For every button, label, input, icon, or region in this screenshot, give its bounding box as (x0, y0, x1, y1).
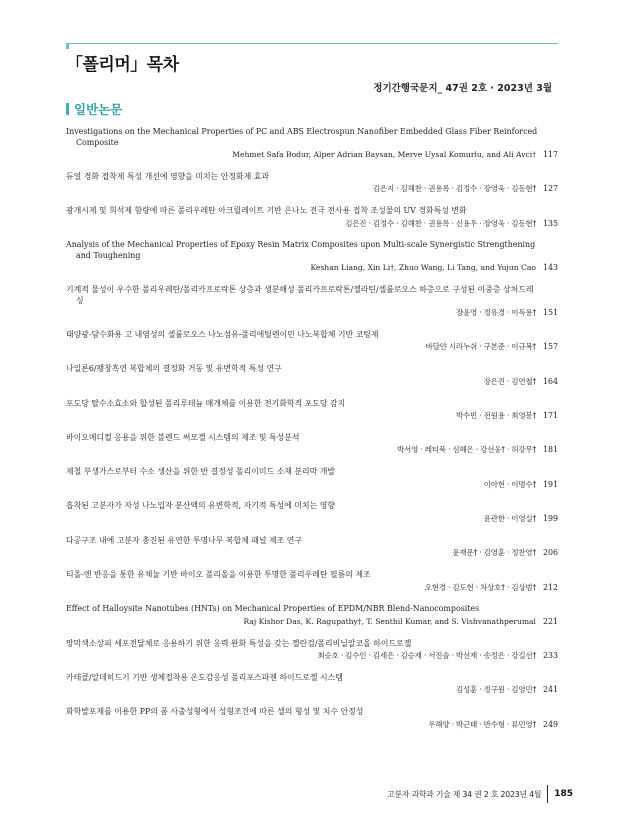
article-authors: 우해양 · 박근태 · 반수형 · 류민영† (428, 719, 536, 729)
entry-meta (66, 184, 558, 195)
article-authors: 윤재문† · 김영훈 · 정찬영† (452, 548, 536, 558)
article-title[interactable]: 흡착된 고분자가 자성 나노입자 분산액의 유변학적, 자기적 특성에 미치는 영향 (66, 501, 335, 511)
footer-divider (547, 785, 548, 803)
article-authors: 김은진 · 김정수 · 김해찬 · 권용록 · 신용우 · 장영욱 · 김동현† (345, 218, 536, 228)
article-title[interactable]: 망막색소상피 세포전달체로 응용하기 위한 응력 완화 특성을 갖는 젤란검/폴리비닐알코올 하이드로젤 (66, 638, 412, 648)
entry-meta (66, 219, 558, 230)
toc-entry[interactable] (66, 285, 558, 319)
article-page: 241 (542, 685, 558, 695)
article-authors: 박서영 · 레티푹 · 심혜은 · 강선웅† · 허강무† (397, 445, 536, 455)
article-title[interactable]: 태양광-담수화용 고 내염성의 셀룰로오스 나노섬유-폴리에틸렌이민 나노복합체 기반 코팅제 (66, 329, 379, 339)
entry-meta (66, 411, 558, 422)
article-title[interactable]: 광개시제 및 희석제 함량에 따른 폴리우레탄 아크릴레이트 기반 은나노 전극 전사용 접착 조성물의 UV 경화특성 변화 (66, 206, 467, 216)
article-page: 206 (542, 548, 558, 558)
toc-entry[interactable] (66, 570, 558, 593)
toc-entry[interactable] (66, 467, 558, 490)
entry-meta (66, 548, 558, 559)
entry-meta (66, 445, 558, 456)
entry-meta (66, 685, 558, 696)
article-title[interactable]: Effect of Halloysite Nanotubes (HNTs) on Mechanical Properties of EPDM/NBR Blend-Nanocomposites (66, 604, 480, 614)
article-authors: 김성훈 · 정구원 · 김영민† (455, 685, 536, 695)
article-authors: 장은진 · 김연철† (483, 376, 536, 386)
toc-entry[interactable] (66, 433, 558, 456)
article-page: 135 (542, 218, 558, 228)
article-title[interactable]: 화학발포제를 이용한 PP의 폼 사출성형에서 성형조건에 따른 셀의 형성 및 치수 안정성 (66, 707, 364, 717)
article-authors: 최승호 · 김수인 · 김세은 · 김승재 · 서진솔 · 박선재 · 송정은 · 강길선† (317, 651, 536, 661)
article-title[interactable]: 나일론6/팽창흑연 복합체의 결정화 거동 및 유변학적 특성 연구 (66, 364, 282, 374)
article-page: 127 (542, 184, 558, 194)
article-page: 212 (542, 582, 558, 592)
article-page: 164 (542, 376, 558, 386)
entry-meta (66, 150, 558, 161)
toc-entry[interactable] (66, 707, 558, 730)
article-title[interactable]: Analysis of the Mechanical Properties of Epoxy Resin Matrix Composites upon Multi-scale Synergistic Strengthening and Toughening (66, 240, 536, 260)
toc-entry[interactable] (66, 206, 558, 229)
toc-entry[interactable] (66, 330, 558, 353)
article-authors: Keshan Liang, Xin Li†, Zhuo Wang, Li Tang, and Yujun Cao (310, 263, 536, 273)
entry-meta (66, 583, 558, 594)
article-authors: 이아현 · 이명수† (483, 479, 536, 489)
entry-meta (66, 308, 558, 319)
entry-meta (66, 377, 558, 388)
page-title: 「폴리머」목차 (66, 55, 179, 75)
article-title[interactable]: 바이오메디컬 응용을 위한 블렌드 써모겔 시스템의 제조 및 특성분석 (66, 432, 300, 442)
entry-meta (66, 617, 558, 628)
toc-entry[interactable] (66, 501, 558, 524)
page-footer (387, 785, 573, 803)
toc-entry[interactable] (66, 604, 558, 627)
issue-info: 정기간행국문지_ 47권 2호 · 2023년 3월 (373, 83, 552, 94)
article-authors: Raj Kishor Das, K. Ragupathy†, T. Senthil Kumar, and S. Vishvanathperumal (243, 616, 536, 626)
entry-meta (66, 342, 558, 353)
article-title[interactable]: 카테콜/알데히드기 기반 생체접착용 온도감응성 폴리포스파젠 하이드로젤 시스템 (66, 672, 343, 682)
article-page: 157 (542, 342, 558, 352)
article-page: 199 (542, 513, 558, 523)
toc-entry[interactable] (66, 536, 558, 559)
article-title[interactable]: 티올-엔 반응을 통한 유채눌 기반 바이오 폴리올을 이용한 투명한 폴리우레탄 필름의 제조 (66, 570, 371, 580)
article-page: 143 (542, 263, 558, 273)
article-authors: 오현경 · 김도현 · 차상호† · 김상범† (424, 582, 536, 592)
article-authors: 바달얀 시라누쉬 · 구본준 · 이규복† (425, 342, 536, 352)
footer-journal: 고분자 과학과 기술 제 34 권 2 호 2023년 4월 (387, 789, 542, 799)
toc-entry-list (66, 127, 558, 742)
article-title[interactable]: 제철 부생가스로부터 수소 생산을 위한 반 결정성 폴리이미드 소재 분리막 개발 (66, 467, 335, 477)
article-title[interactable]: Investigations on the Mechanical Properties of PC and ABS Electrospun Nanofiber Embedded Glass Fiber Reinforced Composite (66, 127, 538, 147)
entry-meta (66, 651, 558, 662)
entry-meta (66, 480, 558, 491)
article-title[interactable]: 기계적 물성이 우수한 폴리우레탄/폴리카프로락톤 상층과 생분해성 폴리카프로락톤/젤라틴/셀룰로오스 하층으로 구성된 이중층 상처드레싱 (66, 285, 534, 305)
article-authors: 윤관한 · 이영실† (483, 513, 536, 523)
entry-meta (66, 514, 558, 525)
toc-entry[interactable] (66, 399, 558, 422)
entry-meta (66, 720, 558, 731)
article-title[interactable]: 포도당 탈수소효소와 합성된 폴리루테늄 매개체를 이용한 전기화학적 포도당 감지 (66, 398, 346, 408)
toc-entry[interactable] (66, 240, 558, 274)
entry-meta (66, 263, 558, 274)
article-authors: Mehmet Safa Bodur, Alper Adrian Baysan, Merve Uysal Komurlu, and Ali Avci† (232, 150, 536, 159)
title-rule (66, 43, 558, 44)
section-marker (66, 103, 69, 115)
section-title: 일반논문 (74, 102, 123, 117)
article-authors: 박수빈 · 전원용 · 최영봉† (455, 411, 536, 421)
article-page: 221 (542, 616, 558, 626)
toc-entry[interactable] (66, 639, 558, 662)
toc-entry[interactable] (66, 172, 558, 195)
toc-entry[interactable] (66, 127, 558, 161)
article-title[interactable]: 다공구조 내에 고분자 충진된 유연한 투명나무 복합체 패널 제조 연구 (66, 535, 303, 545)
article-title[interactable]: 듀얼 경화 접착제 특성 개선에 영향을 미치는 안정화제 효과 (66, 171, 270, 181)
article-authors: 장윤영 · 정유경 · 이득용† (455, 308, 536, 318)
toc-entry[interactable] (66, 364, 558, 387)
article-page: 191 (542, 479, 558, 489)
article-page: 249 (542, 719, 558, 729)
article-page: 117 (542, 150, 558, 159)
article-authors: 김은지 · 김해찬 · 권용록 · 김정수 · 장영욱 · 김동현† (372, 184, 536, 194)
page-number: 185 (554, 789, 573, 799)
article-page: 233 (542, 651, 558, 661)
article-page: 171 (542, 411, 558, 421)
title-rule-accent (66, 43, 69, 49)
article-page: 181 (542, 445, 558, 455)
article-page: 151 (542, 308, 558, 318)
toc-entry[interactable] (66, 673, 558, 696)
